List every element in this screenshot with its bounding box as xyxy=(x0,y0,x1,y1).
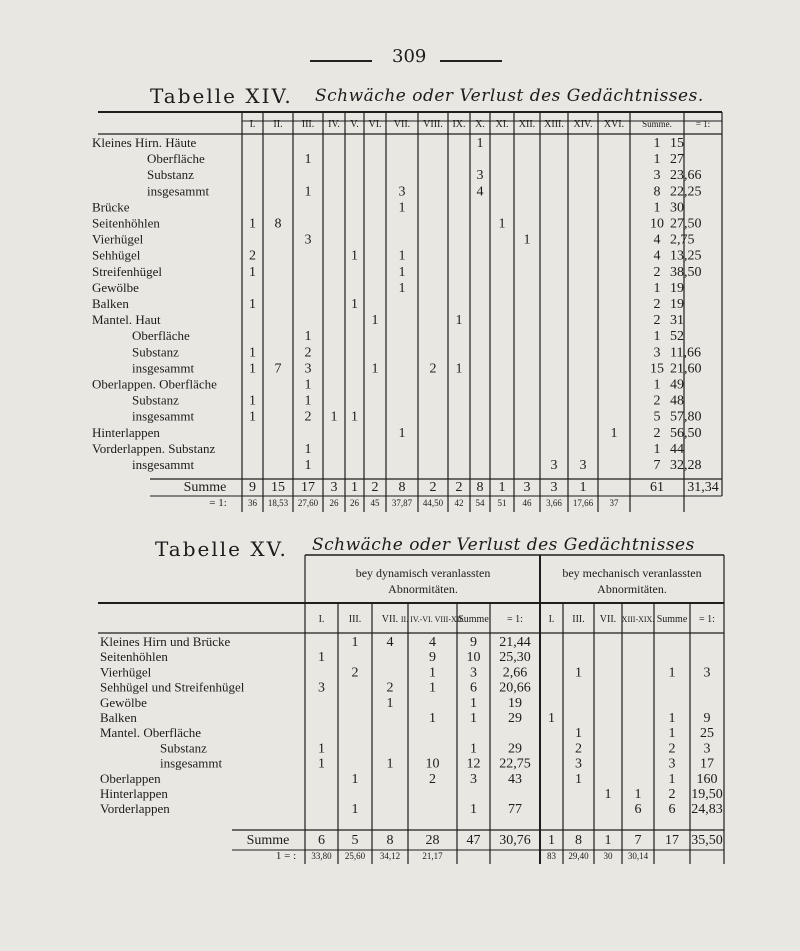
table14-cell: 3 xyxy=(653,345,661,361)
table15-row-label: Kleines Hirn und Brücke xyxy=(100,634,231,649)
table15-cell: 3 xyxy=(668,756,676,772)
table14-sum-cell: 2 xyxy=(455,480,463,495)
table15-cell: 1 xyxy=(470,711,477,726)
table15-cell: 1 xyxy=(575,726,582,742)
table14-sum-cell: 3 xyxy=(330,480,338,495)
table15-sum-cell: 8 xyxy=(575,833,582,848)
table15-cell: 12 xyxy=(466,756,481,772)
table14-header-cell: VI. xyxy=(368,119,382,130)
table14-cell: 11,66 xyxy=(670,345,701,361)
table14-cell: 49 xyxy=(670,377,684,393)
table14-cell: 10 xyxy=(650,216,664,232)
table14-cell: 3 xyxy=(579,458,587,473)
table14-cell: 1 xyxy=(398,264,406,280)
table15-cell: 1 xyxy=(575,665,582,681)
table15-cell: 22,75 xyxy=(499,756,531,772)
table15-cell: 1 xyxy=(470,695,477,711)
table15-cell: 1 xyxy=(429,665,436,681)
table14-cell: 2 xyxy=(653,425,661,441)
table14-cell: 1 xyxy=(398,280,406,296)
table15-row-label: Seitenhöhlen xyxy=(100,649,168,665)
table14-row-label: Substanz xyxy=(132,392,179,408)
table14-row-label: Brücke xyxy=(92,199,130,215)
table15-row-label: Mantel. Oberfläche xyxy=(100,725,202,741)
table14-cell: 3 xyxy=(398,184,406,200)
header-rule-left xyxy=(310,60,372,62)
table15-cell: 1 xyxy=(668,711,676,726)
table14-ratio-cell: 17,66 xyxy=(572,498,594,508)
table15-cell: 1 xyxy=(668,726,676,742)
table14-ratio-cell: 36 xyxy=(248,498,257,508)
table15-ratio-label: 1 = : xyxy=(275,850,297,862)
table14-cell: 1 xyxy=(476,136,484,151)
table14-row-label: Oberlappen. Oberfläche xyxy=(92,376,217,392)
table14-cell: 1 xyxy=(249,393,256,409)
table15-sum-cell: 17 xyxy=(665,833,679,848)
table14-cell: 23,66 xyxy=(670,168,702,184)
table14-cell: 57,80 xyxy=(670,409,702,425)
table14-cell: 15 xyxy=(650,361,664,377)
table14-cell: 3 xyxy=(653,168,661,184)
table14-cell: 1 xyxy=(249,361,256,377)
table15-cell: 24,83 xyxy=(691,802,723,818)
table15-ratio-cell: 30,14 xyxy=(627,851,649,861)
table14-header-cell: I. xyxy=(249,119,256,130)
table14-ratio-cell: 26 xyxy=(350,498,359,508)
table14-cell: 1 xyxy=(351,297,358,312)
table15-sum-cell: 1 xyxy=(548,833,555,848)
table15-row-label: insgesammt xyxy=(160,755,223,771)
table14-sum-cell: 61 xyxy=(650,480,664,495)
table14-cell: 1 xyxy=(249,297,256,312)
table14-header-cell: Summe. xyxy=(642,119,672,129)
table15-row-label: Sehhügel und Streifenhügel xyxy=(100,679,245,695)
table14-cell: 1 xyxy=(398,200,406,216)
table14-cell: 5 xyxy=(653,409,661,425)
table14-cell: 1 xyxy=(371,313,379,329)
table14-cell: 1 xyxy=(304,152,312,168)
table14-cell: 13,25 xyxy=(670,248,702,264)
table14-row-label: Oberfläche xyxy=(132,328,190,344)
table14-cell: 3 xyxy=(550,458,558,473)
table14-ratio-cell: 37,87 xyxy=(391,498,413,508)
table14-cell: 1 xyxy=(610,425,618,441)
table14-cell: 8 xyxy=(274,216,282,232)
table15-ratio-cell: 30 xyxy=(603,851,613,861)
table14-cell: 1 xyxy=(653,280,661,296)
table15-header-cell: III. xyxy=(572,614,585,625)
table14-cell: 7 xyxy=(274,361,282,377)
table14-sum-cell: 31,34 xyxy=(687,480,719,495)
table15-cell: 9 xyxy=(470,635,477,650)
table14-cell: 1 xyxy=(398,248,406,264)
table15-cell: 3 xyxy=(703,665,711,681)
table15-cell: 1 xyxy=(575,771,582,787)
table15-cell: 3 xyxy=(318,680,325,696)
table14-row-label: Kleines Hirn. Häute xyxy=(92,135,197,150)
table15-header-cell: XIII-XIX. xyxy=(621,615,655,624)
table15-cell: 160 xyxy=(696,771,718,787)
table15-sum-cell: 35,50 xyxy=(691,833,723,848)
table14-cell: 1 xyxy=(653,329,661,345)
table15-cell: 21,44 xyxy=(499,635,531,650)
table14-cell: 1 xyxy=(653,377,661,393)
table14-cell: 1 xyxy=(330,409,338,425)
table15-cell: 3 xyxy=(703,741,711,757)
table14-cell: 1 xyxy=(653,441,661,457)
table14-cell: 2 xyxy=(429,361,437,377)
table15-row-label: Hinterlappen xyxy=(100,786,168,801)
table14-cell: 2 xyxy=(304,409,312,425)
table14-row-label: Mantel. Haut xyxy=(92,312,161,328)
table15-cell: 1 xyxy=(429,680,436,696)
table15-cell: 1 xyxy=(318,650,325,666)
table14-cell: 1 xyxy=(304,329,312,345)
table14-header-cell: IV. xyxy=(328,119,340,130)
table14-cell: 21,60 xyxy=(670,361,702,377)
table14-row-label: Balken xyxy=(92,296,129,311)
table14-cell: 1 xyxy=(249,409,256,425)
table14-row-label: Hinterlappen xyxy=(92,424,160,440)
table14-cell: 1 xyxy=(653,200,661,216)
table14-ratio-cell: 54 xyxy=(475,498,485,508)
table15-row-label: Balken xyxy=(100,710,137,725)
table15-cell: 1 xyxy=(668,665,676,681)
table15-header-cell: Summe xyxy=(656,614,688,625)
table15-header-cell: II. IV.-VI. VIII-XII. xyxy=(400,615,465,624)
table14-row-label: Sehhügel xyxy=(92,247,141,263)
table14-cell: 1 xyxy=(398,425,406,441)
table14-cell: 30 xyxy=(670,200,684,216)
table14-cell: 1 xyxy=(653,136,661,151)
table14-row-label: Gewölbe xyxy=(92,279,139,295)
table15-cell: 1 xyxy=(470,741,477,757)
table15-cell: 4 xyxy=(429,635,436,650)
table14-row-label: Vorderlappen. Substanz xyxy=(92,440,216,456)
table15-cell: 2 xyxy=(668,741,676,757)
table14-header-cell: XVI. xyxy=(603,119,625,130)
table14-sum-cell: 8 xyxy=(398,480,406,495)
table14-ratio-cell: 18,53 xyxy=(267,498,289,508)
table14-header-cell: II. xyxy=(273,119,283,130)
table15-label: Tabelle XV. xyxy=(155,537,288,561)
table14-sum-cell: 15 xyxy=(271,480,285,495)
table15-sum-cell: 1 xyxy=(604,833,612,848)
table14-row-label: Oberfläche xyxy=(147,151,205,167)
table15-cell: 10 xyxy=(466,650,481,666)
table14-sum-label: Summe xyxy=(183,480,227,495)
table14-cell: 27,50 xyxy=(670,216,702,232)
table15-cell: 3 xyxy=(470,771,477,787)
table15-cell: 1 xyxy=(351,771,359,787)
table15-cell: 77 xyxy=(508,802,522,818)
table14-cell: 15 xyxy=(670,136,684,151)
table14-cell: 1 xyxy=(249,345,256,361)
table15-cell: 17 xyxy=(700,756,714,772)
table14-cell: 2 xyxy=(653,264,661,280)
table15-cell: 3 xyxy=(575,756,582,772)
table14-cell: 1 xyxy=(249,264,256,280)
table14-cell: 2 xyxy=(304,345,312,361)
table14-cell: 2 xyxy=(653,313,661,329)
table15-row-label: Oberlappen xyxy=(100,770,161,786)
table14-sum-cell: 3 xyxy=(550,480,558,495)
table15-sum-cell: 5 xyxy=(351,833,359,848)
table14-sum-cell: 3 xyxy=(523,480,531,495)
table14-cell: 1 xyxy=(304,458,312,473)
table14-cell: 56,50 xyxy=(670,425,702,441)
table14-cell: 1 xyxy=(455,361,463,377)
table15-ratio-cell: 21,17 xyxy=(422,851,443,861)
table15-cell: 1 xyxy=(386,756,394,772)
table15-cell: 6 xyxy=(470,680,477,696)
table14-cell: 4 xyxy=(476,184,484,200)
table15-group-mechanic: bey mechanisch veranlassten xyxy=(562,566,702,580)
table15-header-cell: I. xyxy=(548,614,555,625)
table15-cell: 1 xyxy=(318,741,325,757)
table14-cell: 3 xyxy=(304,232,312,248)
table14-cell: 1 xyxy=(304,393,312,409)
table15-cell: 9 xyxy=(429,650,436,666)
page-number: 309 xyxy=(392,46,427,67)
table15-header-cell: Summe xyxy=(458,614,489,625)
table15-cell: 1 xyxy=(318,756,325,772)
table15-header-cell: I. xyxy=(318,614,325,625)
table14-header-cell: VIII. xyxy=(423,119,443,130)
table14-row-label: insgesammt xyxy=(147,183,210,199)
table14-cell: 1 xyxy=(304,377,312,393)
table14-row-label: Vierhügel xyxy=(92,231,144,247)
table15-cell: 1 xyxy=(470,802,477,818)
table14-cell: 4 xyxy=(653,232,661,248)
table15-header-cell: VII. xyxy=(381,614,399,625)
table15-header-cell: = 1: xyxy=(507,614,523,625)
table15-cell: 2,66 xyxy=(502,665,528,681)
table14-cell: 31 xyxy=(670,313,684,329)
table14-cell: 1 xyxy=(455,313,463,329)
table14-cell: 2 xyxy=(653,297,661,312)
table15-group-dynamic: bey dynamisch veranlassten xyxy=(355,566,491,580)
table15-ratio-cell: 25,60 xyxy=(344,851,366,861)
table14-header-cell: IX. xyxy=(452,119,466,130)
table15-header-cell: VII. xyxy=(599,614,617,625)
table15-cell: 29 xyxy=(508,741,522,757)
table14-header-cell: XI. xyxy=(495,119,509,130)
table14-sum-cell: 1 xyxy=(351,480,358,495)
table14-cell: 3 xyxy=(304,361,312,377)
table15-ratio-cell: 83 xyxy=(547,851,556,861)
table14-label: Tabelle XIV. xyxy=(150,84,293,108)
table14-header-cell: XII. xyxy=(518,119,536,130)
table14-cell: 1 xyxy=(304,184,312,200)
table14-cell: 2,75 xyxy=(670,232,695,248)
table15-ratio-cell: 29,40 xyxy=(568,851,589,861)
table14-cell: 52 xyxy=(670,329,684,345)
table15-sum-cell: 8 xyxy=(386,833,394,848)
table14-cell: 1 xyxy=(351,409,358,425)
table14-ratio-cell: 44,50 xyxy=(422,498,444,508)
table14-sum-cell: 17 xyxy=(301,480,315,495)
table15-group-mechanic: Abnormitäten. xyxy=(597,582,667,596)
table14-header-cell: = 1: xyxy=(695,119,711,129)
table15-cell: 9 xyxy=(703,711,711,726)
table15-cell: 1 xyxy=(668,771,676,787)
table15-cell: 25 xyxy=(700,726,714,742)
table14-row-label: Streifenhügel xyxy=(92,263,163,279)
table14-ratio-cell: 42 xyxy=(454,498,464,508)
table15-cell: 2 xyxy=(351,665,359,681)
table15-cell: 29 xyxy=(508,711,522,726)
table14-cell: 19 xyxy=(670,297,684,312)
table15-sum-cell: 6 xyxy=(318,833,325,848)
table15-cell: 25,30 xyxy=(499,650,531,666)
table14-header-cell: XIII. xyxy=(544,119,564,130)
table14-row-label: Seitenhöhlen xyxy=(92,215,160,231)
table15-sum-cell: 28 xyxy=(425,833,440,848)
table14-cell: 38,50 xyxy=(670,264,702,280)
table14-sum-cell: 9 xyxy=(249,480,256,495)
table15-cell: 10 xyxy=(425,756,440,772)
table15-cell: 20,66 xyxy=(499,680,531,696)
table14-ratio-cell: 45 xyxy=(370,498,380,508)
table14-row-label: Substanz xyxy=(132,344,179,360)
table14-cell: 2 xyxy=(653,393,661,409)
table14-sum-cell: 1 xyxy=(579,480,587,495)
table15-sum-label: Summe xyxy=(246,833,290,848)
table15-cell: 2 xyxy=(429,771,436,787)
table15-cell: 2 xyxy=(575,741,582,757)
table15-cell: 1 xyxy=(634,787,642,802)
table14-sum-cell: 8 xyxy=(476,480,484,495)
table15-row-label: Vorderlappen xyxy=(100,801,170,817)
table15-cell: 2 xyxy=(386,680,394,696)
table15-cell: 1 xyxy=(604,787,612,802)
table14-sum-cell: 1 xyxy=(498,480,506,495)
table15-ratio-cell: 34,12 xyxy=(379,851,401,861)
table15-sum-cell: 30,76 xyxy=(499,833,531,848)
table14-cell: 48 xyxy=(670,393,684,409)
table14-row-label: insgesammt xyxy=(132,408,195,424)
table14-cell: 1 xyxy=(498,216,506,232)
table14-ratio-cell: 26 xyxy=(329,498,339,508)
table15-cell: 6 xyxy=(668,802,676,818)
table15-row-label: Vierhügel xyxy=(100,664,152,680)
table14-cell: 32,28 xyxy=(670,458,702,473)
table14-cell: 8 xyxy=(653,184,661,200)
table14-cell: 27 xyxy=(670,152,684,168)
table14-cell: 4 xyxy=(653,248,661,264)
table14-cell: 1 xyxy=(351,248,358,264)
table15-header-cell: = 1: xyxy=(699,614,715,625)
table15-cell: 1 xyxy=(351,802,359,818)
table15-group-dynamic: Abnormitäten. xyxy=(388,582,458,596)
table15-sum-cell: 47 xyxy=(466,833,481,848)
table14-row-label: Substanz xyxy=(147,167,194,183)
table14-cell: 1 xyxy=(371,361,379,377)
table14-ratio-cell: 27,60 xyxy=(297,498,319,508)
table14-header-cell: VII. xyxy=(393,119,411,130)
table15-cell: 19 xyxy=(508,695,522,711)
table15-cell: 4 xyxy=(386,635,394,650)
table15-cell: 1 xyxy=(429,711,436,726)
table14-cell: 7 xyxy=(653,458,661,473)
table14-ratio-cell: 46 xyxy=(522,498,532,508)
table14-ratio-cell: 37 xyxy=(609,498,619,508)
table14-cell: 3 xyxy=(476,168,484,184)
table15-cell: 43 xyxy=(508,771,522,787)
table14-cell: 2 xyxy=(249,248,256,264)
table14-ratio-cell: 51 xyxy=(497,498,507,508)
table15-ratio-cell: 33,80 xyxy=(311,851,332,861)
table15-cell: 2 xyxy=(668,787,676,802)
table15-row-label: Substanz xyxy=(160,740,207,756)
table14-header-cell: XIV. xyxy=(573,119,593,130)
header-rule-right xyxy=(440,60,502,62)
table15-cell: 3 xyxy=(470,665,477,681)
table14-cell: 22,25 xyxy=(670,184,702,200)
table14-header-cell: III. xyxy=(301,119,315,130)
table14-header-cell: X. xyxy=(475,119,485,130)
table14-header-cell: V. xyxy=(350,119,359,130)
table14-row-label: insgesammt xyxy=(132,457,195,472)
table14-ratio-label: = 1: xyxy=(209,497,227,509)
table14-title: Schwäche oder Verlust des Gedächtnisses. xyxy=(315,86,704,106)
table14-cell: 1 xyxy=(653,152,661,168)
table14-row-label: insgesammt xyxy=(132,360,195,376)
table15-cell: 1 xyxy=(351,635,359,650)
table14-ratio-cell: 3,66 xyxy=(546,498,562,508)
table15-cell: 6 xyxy=(634,802,642,818)
table15-title: Schwäche oder Verlust des Gedächtnisses xyxy=(312,535,695,555)
table14-cell: 1 xyxy=(249,216,256,232)
table15-cell: 1 xyxy=(386,695,394,711)
table14-sum-cell: 2 xyxy=(371,480,379,495)
table15-cell: 19,50 xyxy=(691,787,723,802)
table14-cell: 19 xyxy=(670,280,684,296)
table14-cell: 44 xyxy=(670,441,684,457)
table15-sum-cell: 7 xyxy=(634,833,642,848)
table15-header-cell: III. xyxy=(348,614,362,625)
table14-cell: 1 xyxy=(304,441,312,457)
table15-row-label: Gewölbe xyxy=(100,694,147,710)
table14-cell: 1 xyxy=(523,232,531,248)
table14-sum-cell: 2 xyxy=(429,480,437,495)
table15-cell: 1 xyxy=(548,711,555,726)
